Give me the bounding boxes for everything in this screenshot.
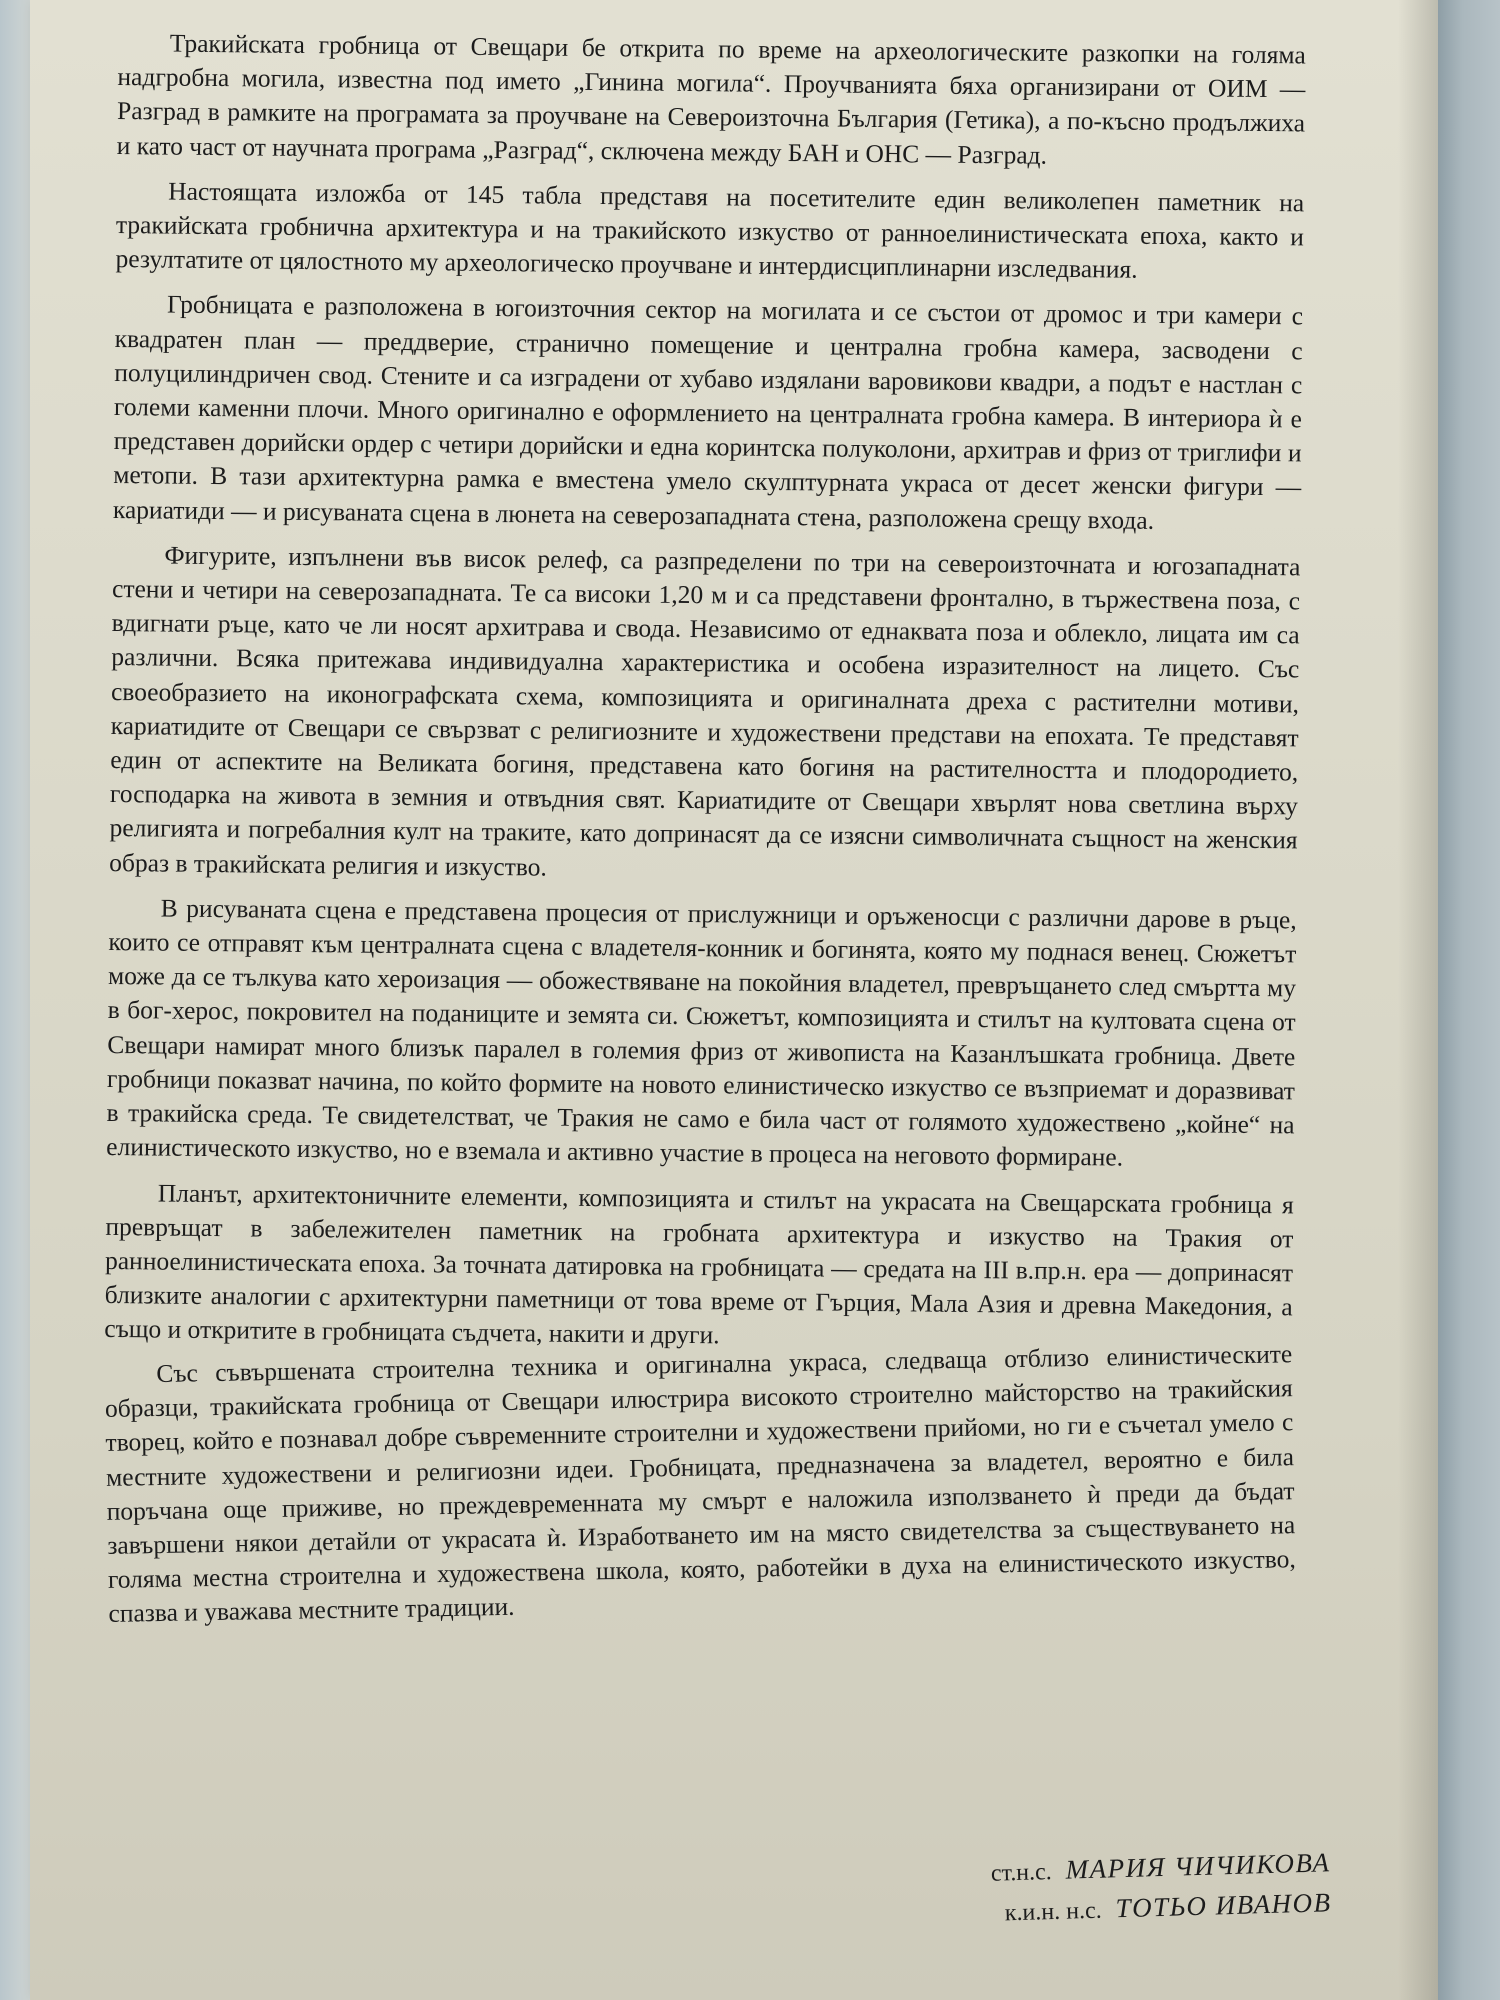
left-background-strip — [0, 0, 30, 2000]
right-background-edge — [1438, 0, 1500, 2000]
author-signatures — [910, 1843, 1332, 1935]
paragraph-3: Гробницата е разположена в югоизточния сектор на могилата и се състои от дромос и три камери с квадратен план — преддверие, странично помещение и централна гробна камера, засводени с полуцилиндричен свод. Стените и са изградени от хубаво издялани варовикови квадри, а подът е настлан с големи каменни плочи. Много оригинално е оформлението на централната гробна камера. В интериора ѝ е представен дорийски ордер с четири дорийски и една коринтска полуколони, архитрав и фриз от триглифи и метопи. В тази архитектурна рамка е вместена умело скулптурната украса от десет женски фигури — кариатиди — и рисуваната сцена в люнета на северозападната стена, разположена срещу входа. — [112, 289, 1304, 535]
author-name: ТОТЬО ИВАНОВ — [1115, 1887, 1332, 1924]
paragraph-5: В рисуваната сцена е представена процесия от прислужници и оръженосци с различни дарове в ръце, които се отправят към централната сцена с владетеля-конник и богинята, която му поднася венец. Сюжетът може да се тълкува като хероизация — обожествяване на покойния владетел, превръщането след смъртта му в бог-херос, покровител на поданиците и земята си. Сюжетът, композицията и стилът на култовата сцена от Свещари намират много близък паралел в големия фриз от живописта на Казанлъшката гробница. Двете гробници показват начина, по който формите на новото елинистическо изкуство се възприемат и доразвиват в тракийска среда. Те свидетелстват, че Тракия не само е била част от голямото художествено „койне“ на елинистическото изкуство, но е вземала и активно участие в процеса на неговото формиране. — [106, 893, 1297, 1172]
page-fold-shadow — [1398, 0, 1438, 2000]
paragraph-2: Настоящата изложба от 145 табла представя на посетителите един великолепен паметник на тракийската гробнична архитектура и на тракийското изкуство от ранноелинистическата епоха, както и резултатите от цялостното му археологическо проучване и интердисциплинарни изследвания. — [115, 176, 1305, 284]
document-text — [101, 26, 1306, 1654]
author-name: МАРИЯ ЧИЧИКОВА — [1065, 1847, 1331, 1885]
author-title: ст.н.с. — [990, 1859, 1053, 1887]
author-title: к.и.н. н.с. — [1004, 1897, 1103, 1927]
paragraph-7: Със съвършената строителна техника и оригинална украса, следваща отблизо елинистическите образци, тракийската гробница от Свещари илюстрира високото строително майсторство на тракийския творец, който е познавал добре съвременните строителни и художествени прийоми, но ги е съчетал умело с местните художествени и религиозни идеи. Гробницата, предназначена за владетел, вероятно е била поръчана още приживе, но преждевременната му смърт е наложила използването ѝ преди да бъдат завършени някои детайли от украсата ѝ. Изработването им на място свидетелства за съществуването на голяма местна строителна и художествена школа, която, работейки в духа на елинистическото изкуство, спазва и уважава местните традиции. — [104, 1338, 1296, 1628]
paragraph-1: Тракийската гробница от Свещари бе открита по време на археологическите разкопки на голяма надгробна могила, известна под името „Гинина могила“. Проучванията бяха организирани от ОИМ — Разград в рамките на програмата за проучване на Североизточна България (Гетика), а по-късно продължиха и като част от научната програма „Разград“, сключена между БАН и ОНС — Разград. — [116, 28, 1306, 170]
paragraph-4: Фигурите, изпълнени във висок релеф, са разпределени по три на североизточната и югозападната стени и четири на северозападната. Те са високи 1,20 м и са представени фронтално, в тържествена поза, с вдигнати ръце, като че ли носят архитрава и свода. Независимо от еднаквата поза и облекло, лицата им са различни. Всяка притежава индивидуална характеристика и особена изразителност на лицето. Със своеобразието на иконографската схема, композицията и оригиналната дреха с растителни мотиви, кариатидите от Свещари се свързват с религиозните и художествени представи на епохата. Те представят един от аспектите на Великата богиня, представена като богиня на растителността и плодородието, господарка на живота в земния и отвъдния свят. Кариатидите от Свещари хвърлят нова светлина върху религията и погребалния култ на траките, като допринасят да се изясни символичната същност на женския образ в тракийската религия и изкуство. — [109, 540, 1301, 882]
paragraph-6: Планът, архитектоничните елементи, композицията и стилът на украсата на Свещарската гробница я превръщат в забележителен паметник на гробната архитектура и изкуство на Тракия от ранноелинистическата епоха. За точната датировка на гробницата — средата на III в.пр.н. ера — допринасят близките аналогии с архитектурни паметници от това време от Гърция, Мала Азия и древна Македония, а също и откритите в гробницата съдчета, накити и други. — [104, 1177, 1294, 1350]
